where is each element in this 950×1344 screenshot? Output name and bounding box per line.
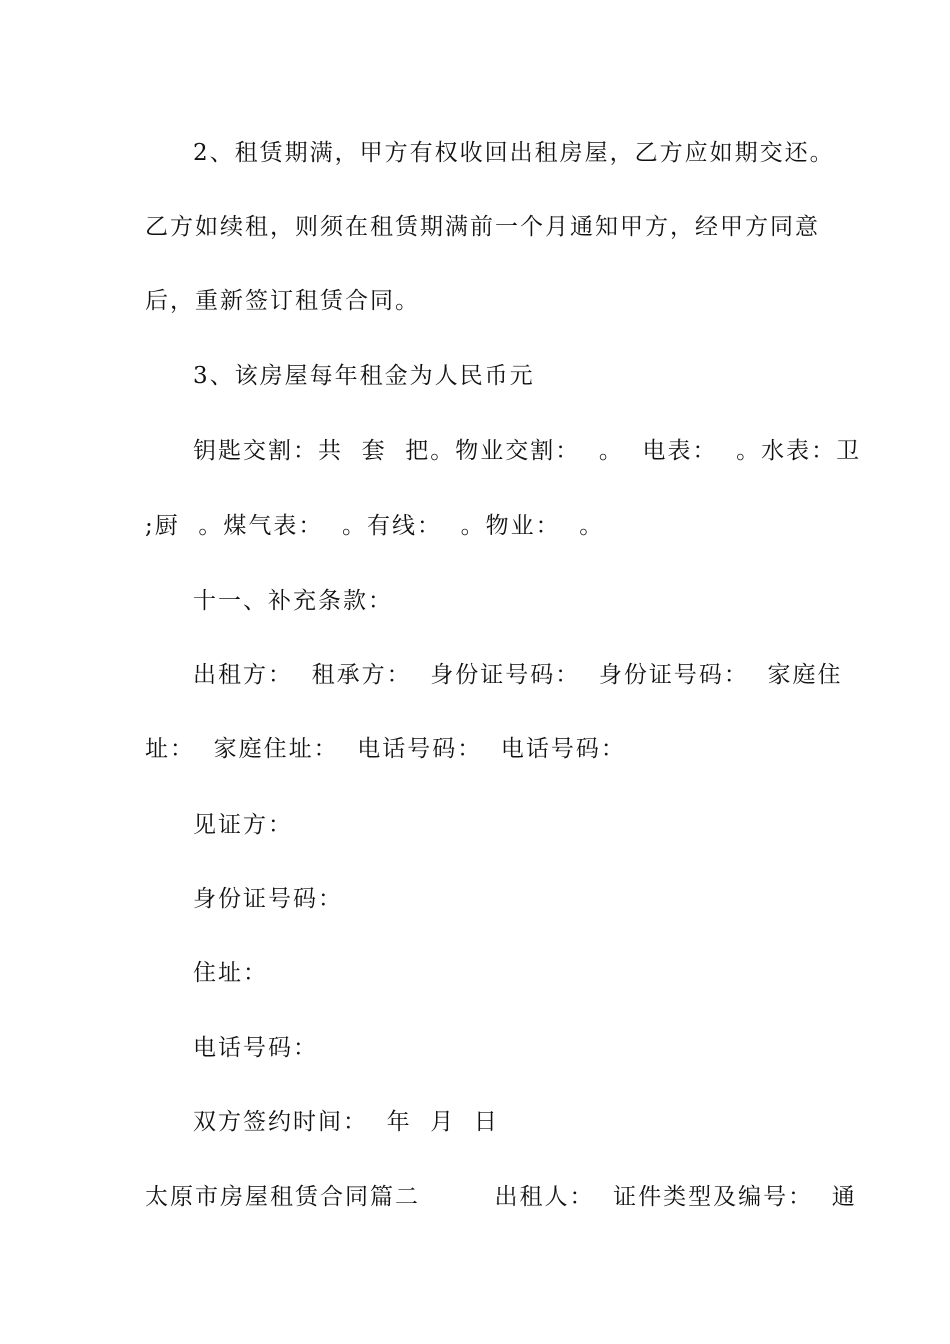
- signing-date-line: 双方签约时间： 年 月 日: [193, 1109, 499, 1135]
- contract-part-two-line: 太原市房屋租赁合同篇二 出租人： 证件类型及编号： 通: [145, 1184, 857, 1210]
- section-heading-supplementary: 十一、补充条款：: [193, 588, 393, 614]
- paragraph-line-4: 3、该房屋每年租金为人民币元: [193, 363, 535, 389]
- paragraph-line-6: ;厨 。煤气表： 。有线： 。物业： 。: [145, 513, 605, 539]
- witness-id-label: 身份证号码：: [193, 886, 343, 912]
- witness-label: 见证方：: [193, 812, 293, 838]
- paragraph-line-2: 乙方如续租，则须在租赁期满前一个月通知甲方，经甲方同意: [145, 214, 820, 240]
- paragraph-line-3: 后，重新签订租赁合同。: [145, 288, 420, 314]
- paragraph-line-8: 出租方： 租承方： 身份证号码： 身份证号码： 家庭住: [193, 662, 843, 688]
- paragraph-line-1: 2、租赁期满，甲方有权收回出租房屋，乙方应如期交还。: [193, 140, 835, 166]
- witness-phone-label: 电话号码：: [193, 1035, 318, 1061]
- witness-address-label: 住址：: [193, 960, 268, 986]
- paragraph-line-5: 钥匙交割：共 套 把。物业交割： 。 电表： 。水表：卫: [193, 438, 862, 464]
- paragraph-line-9: 址： 家庭住址： 电话号码： 电话号码：: [145, 736, 626, 762]
